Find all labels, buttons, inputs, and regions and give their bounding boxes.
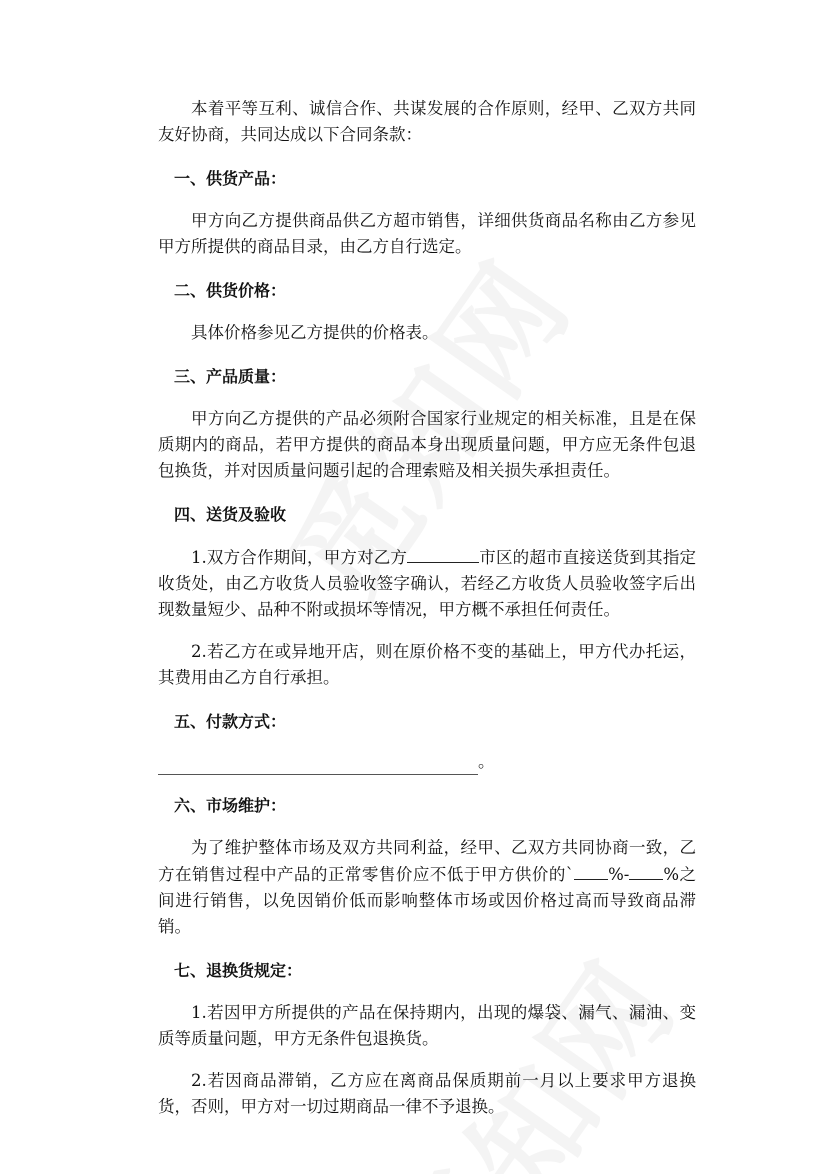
contract-body bbox=[158, 96, 696, 1120]
blank-underline bbox=[158, 752, 478, 775]
text-span: %之间进行销售，以免因销价低而影响整体市场或因价格过高而导致商品滞销。 bbox=[158, 865, 696, 936]
text-span: 市区的超市直接送货到其指定收货处，由乙方收货人员验收签字确认，若经乙方收货人员验收签字后出现数量短少、品种不附或损坏等情况，甲方概不承担任何责任。 bbox=[158, 548, 697, 619]
section-paragraph: 1.若因甲方所提供的产品在保持期内，出现的爆袋、漏气、漏油、变质等质量问题，甲方无条件包退换货。 bbox=[158, 1003, 696, 1048]
section-paragraph bbox=[158, 544, 696, 623]
section-paragraph: 甲方向乙方提供的产品必须附合国家行业规定的相关标准，且是在保质期内的商品，若甲方提供的商品本身出现质量问题，甲方应无条件包退包换货，并对因质量问题引起的合理索赔及相关损失承担责任。 bbox=[158, 409, 696, 480]
blank-underline bbox=[629, 861, 663, 880]
section-heading: 二、供货价格： bbox=[174, 281, 287, 300]
section-heading: 六、市场维护： bbox=[174, 796, 287, 815]
blank-underline bbox=[574, 861, 608, 880]
payment-blank-line bbox=[158, 749, 696, 775]
text-span: %- bbox=[608, 865, 630, 884]
section-paragraph: 2.若乙方在或异地开店，则在原价格不变的基础上，甲方代办托运，其费用由乙方自行承担。 bbox=[158, 642, 696, 687]
section-paragraph bbox=[158, 835, 696, 940]
blank-underline bbox=[407, 544, 479, 563]
section-heading: 一、供货产品： bbox=[174, 169, 287, 188]
section-heading: 七、退换货规定： bbox=[174, 961, 303, 980]
text-span: 1.双方合作期间，甲方对乙方 bbox=[191, 548, 408, 567]
section-heading: 五、付款方式： bbox=[174, 712, 287, 731]
section-heading: 三、产品质量： bbox=[174, 367, 287, 386]
section-paragraph: 2.若因商品滞销，乙方应在离商品保质期前一月以上要求甲方退换货，否则，甲方对一切过期商品一律不予退换。 bbox=[158, 1071, 696, 1116]
text-span: 为了维护整体市场及双方共同利益，经甲、乙双方共同协商一致，乙方在销售过程中产品的正常零售价应不低于甲方供价的` bbox=[158, 838, 696, 884]
intro-paragraph: 本着平等互利、诚信合作、共谋发展的合作原则，经甲、乙双方共同友好协商，共同达成以下合同条款： bbox=[158, 99, 696, 144]
section-paragraph: 甲方向乙方提供商品供乙方超市销售，详细供货商品名称由乙方参见甲方所提供的商品目录，由乙方自行选定。 bbox=[158, 211, 696, 256]
section-heading: 四、送货及验收 bbox=[174, 505, 287, 524]
period-mark: 。 bbox=[478, 752, 495, 771]
section-paragraph: 具体价格参见乙方提供的价格表。 bbox=[191, 323, 439, 342]
